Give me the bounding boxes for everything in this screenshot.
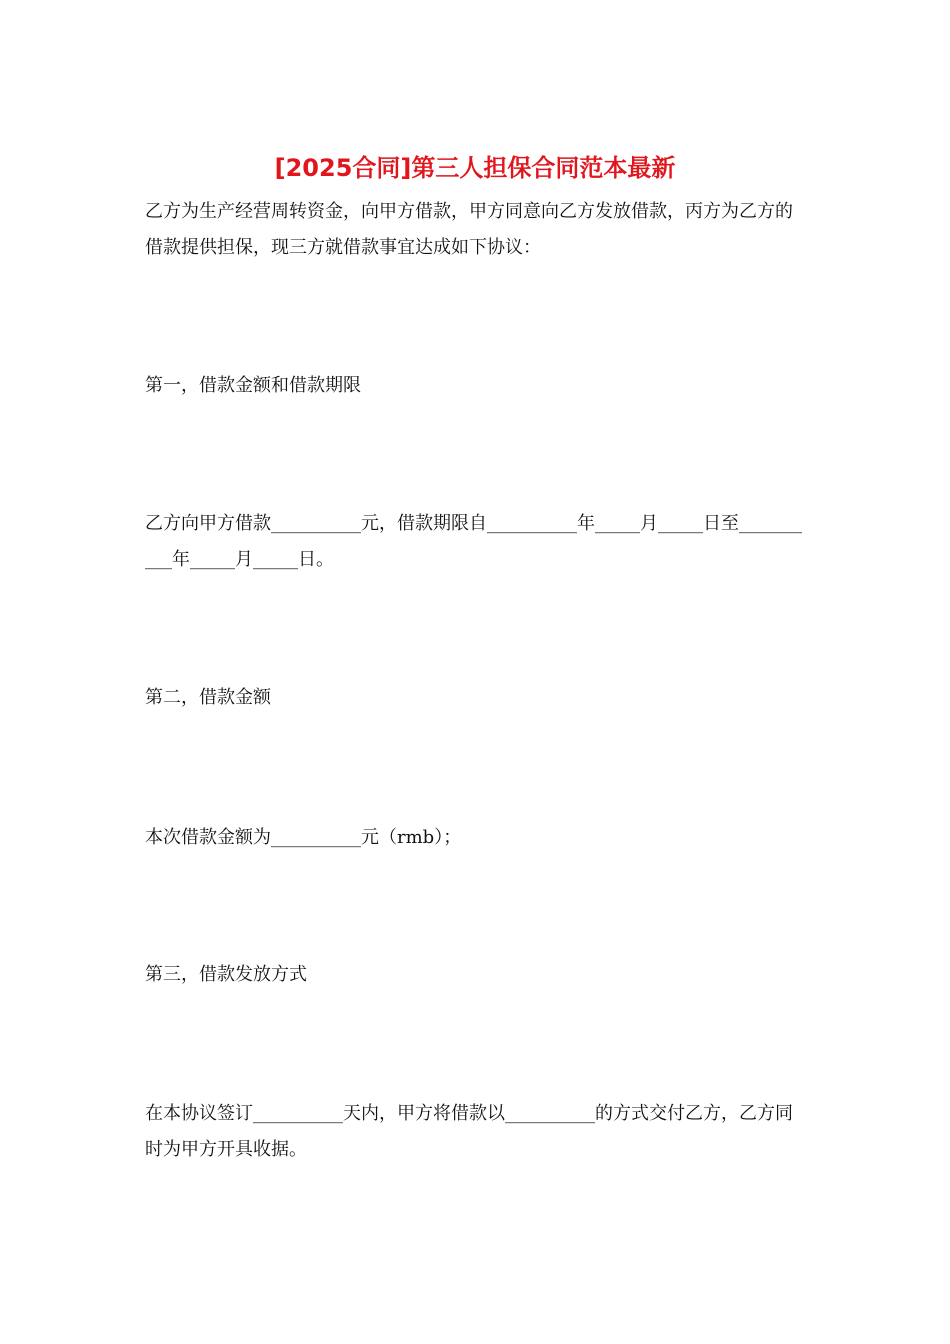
section-3-heading: 第三，借款发放方式: [145, 964, 307, 985]
section-1-body: 乙方向甲方借款__________元，借款期限自__________年_____月_____日至__________年_____月_____日。: [145, 513, 802, 570]
intro-paragraph: 乙方为生产经营周转资金，向甲方借款，甲方同意向乙方发放借款，丙方为乙方的借款提供担保，现三方就借款事宜达成如下协议：: [145, 201, 793, 258]
section-2-heading: 第二，借款金额: [145, 687, 271, 708]
section-1-heading: 第一，借款金额和借款期限: [145, 375, 361, 396]
document-title: [2025合同]第三人担保合同范本最新: [274, 154, 676, 182]
section-3-body: 在本协议签订__________天内，甲方将借款以__________的方式交付乙方，乙方同时为甲方开具收据。: [145, 1103, 793, 1160]
section-2-body: 本次借款金额为__________元（rmb）；: [145, 827, 462, 848]
